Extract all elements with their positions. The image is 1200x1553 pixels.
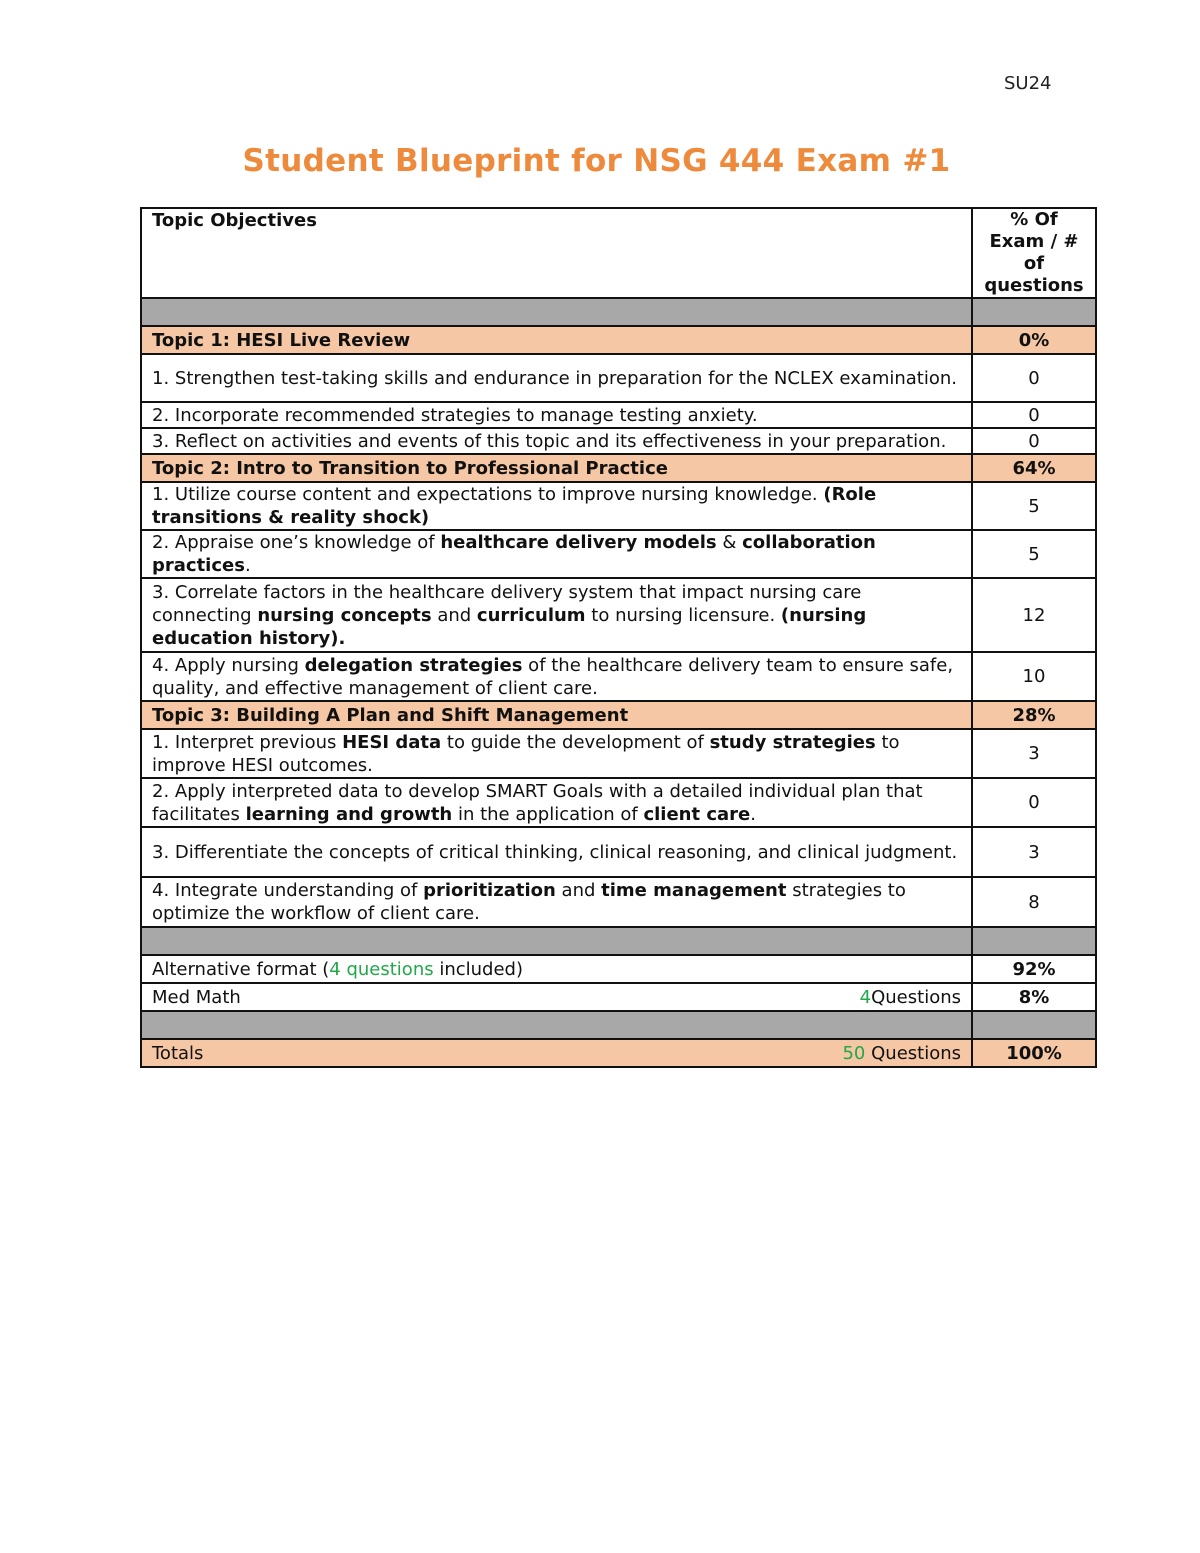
objective-question-count: 0: [972, 354, 1096, 402]
alt-format-suffix: included): [433, 958, 523, 980]
topic-row: [141, 454, 1096, 482]
med-math-questions: [860, 986, 961, 1009]
objective-emphasis: study strategies: [709, 731, 876, 753]
objective-segment: to nursing licensure.: [585, 604, 781, 626]
alternative-format-row: [141, 955, 1096, 983]
objective-segment: 4. Apply nursing: [152, 654, 305, 676]
topic-percent: 28%: [972, 701, 1096, 729]
alternative-format-label: [141, 955, 972, 983]
objective-text: [141, 428, 972, 454]
objective-question-count: 3: [972, 729, 1096, 778]
objective-text: [141, 729, 972, 778]
med-math-count: 4: [859, 986, 872, 1008]
objective-row: [141, 482, 1096, 530]
gray-spacer-row: [141, 927, 1096, 955]
topic-title: Topic 1: HESI Live Review: [141, 326, 972, 354]
objective-row: [141, 428, 1096, 454]
objective-emphasis: collaboration practices: [152, 532, 876, 576]
objective-text: [141, 652, 972, 701]
objective-question-count: 0: [972, 428, 1096, 454]
objective-segment: 1. Strengthen test-taking skills and endurance in preparation for the NCLEX examination.: [152, 367, 957, 389]
objective-segment: and: [555, 880, 602, 901]
table-header-row: [141, 208, 1096, 298]
objective-question-count: 0: [972, 778, 1096, 827]
objective-segment: in the application of: [452, 803, 644, 825]
gray-spacer-row: [141, 1011, 1096, 1039]
objective-segment: .: [750, 803, 756, 825]
objective-segment: strategies to optimize the workflow of client care.: [152, 880, 906, 924]
objective-row: [141, 827, 1096, 877]
objective-segment: 2. Appraise one’s knowledge of: [152, 532, 441, 553]
objective-segment: 1. Utilize course content and expectations to improve nursing knowledge.: [152, 484, 824, 505]
topic-title: Topic 2: Intro to Transition to Professional Practice: [141, 454, 972, 482]
objective-row: [141, 530, 1096, 578]
objective-row: [141, 877, 1096, 927]
objective-emphasis: prioritization: [423, 880, 556, 901]
objective-text: [141, 354, 972, 402]
page-title: Student Blueprint for NSG 444 Exam #1: [242, 143, 951, 179]
alt-format-prefix: Alternative format (: [152, 958, 330, 980]
topic-row: [141, 326, 1096, 354]
objective-text: [141, 778, 972, 827]
blueprint-table: [140, 207, 1097, 1068]
objective-text: [141, 402, 972, 428]
objective-row: [141, 778, 1096, 827]
med-math-count-label: Questions: [871, 986, 961, 1008]
gray-spacer-row: [141, 298, 1096, 326]
objective-segment: 1. Interpret previous: [152, 731, 343, 753]
objective-segment: of the healthcare delivery team to ensure safe, quality, and effective management of client care.: [152, 654, 954, 699]
objective-row: [141, 729, 1096, 778]
topic-row: [141, 701, 1096, 729]
objective-emphasis: client care: [643, 803, 751, 825]
objective-emphasis: nursing concepts: [257, 604, 432, 626]
objective-segment: .: [244, 555, 251, 576]
objective-text: [141, 578, 972, 652]
objective-row: [141, 578, 1096, 652]
objective-segment: 3. Reflect on activities and events of this topic and its effectiveness in your preparation.: [152, 430, 947, 452]
objective-question-count: 3: [972, 827, 1096, 877]
objective-question-count: 12: [972, 578, 1096, 652]
objective-text: [141, 827, 972, 877]
totals-label: Totals: [152, 1042, 204, 1064]
objective-text: [141, 877, 972, 927]
objective-emphasis: curriculum: [476, 604, 586, 626]
topic-percent: 64%: [972, 454, 1096, 482]
header-topic-objectives: Topic Objectives: [141, 208, 972, 298]
term-label: SU24: [1004, 73, 1052, 94]
objective-question-count: 0: [972, 402, 1096, 428]
objective-segment: to improve HESI outcomes.: [152, 731, 900, 776]
objective-row: [141, 402, 1096, 428]
objective-segment: and: [431, 604, 477, 626]
objective-segment: 2. Incorporate recommended strategies to manage testing anxiety.: [152, 404, 758, 426]
objective-segment: to guide the development of: [441, 731, 710, 753]
objective-emphasis: delegation strategies: [304, 654, 523, 676]
objective-segment: 3. Correlate factors in the healthcare delivery system that impact nursing care connecting: [152, 581, 862, 626]
objective-segment: &: [716, 532, 743, 553]
objective-question-count: 8: [972, 877, 1096, 927]
objective-question-count: 10: [972, 652, 1096, 701]
objective-emphasis: (Role transitions & reality shock): [152, 484, 877, 528]
objective-segment: 3. Differentiate the concepts of critical thinking, clinical reasoning, and clinical judgment.: [152, 841, 958, 863]
objective-emphasis: learning and growth: [245, 803, 453, 825]
objective-question-count: 5: [972, 530, 1096, 578]
objective-row: [141, 354, 1096, 402]
totals-row: [141, 1039, 1096, 1067]
objective-segment: 2. Apply interpreted data to develop SMART Goals with a detailed individual plan that facilitates: [152, 780, 923, 825]
med-math-label: Med Math: [152, 986, 241, 1008]
blueprint-table-body: [141, 208, 1096, 1067]
objective-question-count: 5: [972, 482, 1096, 530]
topic-title: Topic 3: Building A Plan and Shift Management: [141, 701, 972, 729]
topic-percent: 0%: [972, 326, 1096, 354]
objective-emphasis: time management: [601, 880, 787, 901]
objective-emphasis: healthcare delivery models: [440, 532, 717, 553]
totals-count-label: Questions: [865, 1042, 961, 1064]
totals-questions: [842, 1042, 961, 1065]
objective-emphasis: (nursing education history).: [152, 604, 867, 649]
totals-count: 50: [842, 1042, 866, 1064]
alternative-format-percent: 92%: [972, 955, 1096, 983]
med-math-percent: 8%: [972, 983, 1096, 1011]
totals-percent: 100%: [972, 1039, 1096, 1067]
objective-text: [141, 530, 972, 578]
header-percent-of-exam: % Of Exam / # of questions: [972, 208, 1096, 298]
objective-row: [141, 652, 1096, 701]
alt-format-count: 4 questions: [329, 958, 434, 980]
objective-segment: 4. Integrate understanding of: [152, 880, 424, 901]
objective-emphasis: HESI data: [342, 731, 442, 753]
objective-text: [141, 482, 972, 530]
med-math-row: [141, 983, 1096, 1011]
